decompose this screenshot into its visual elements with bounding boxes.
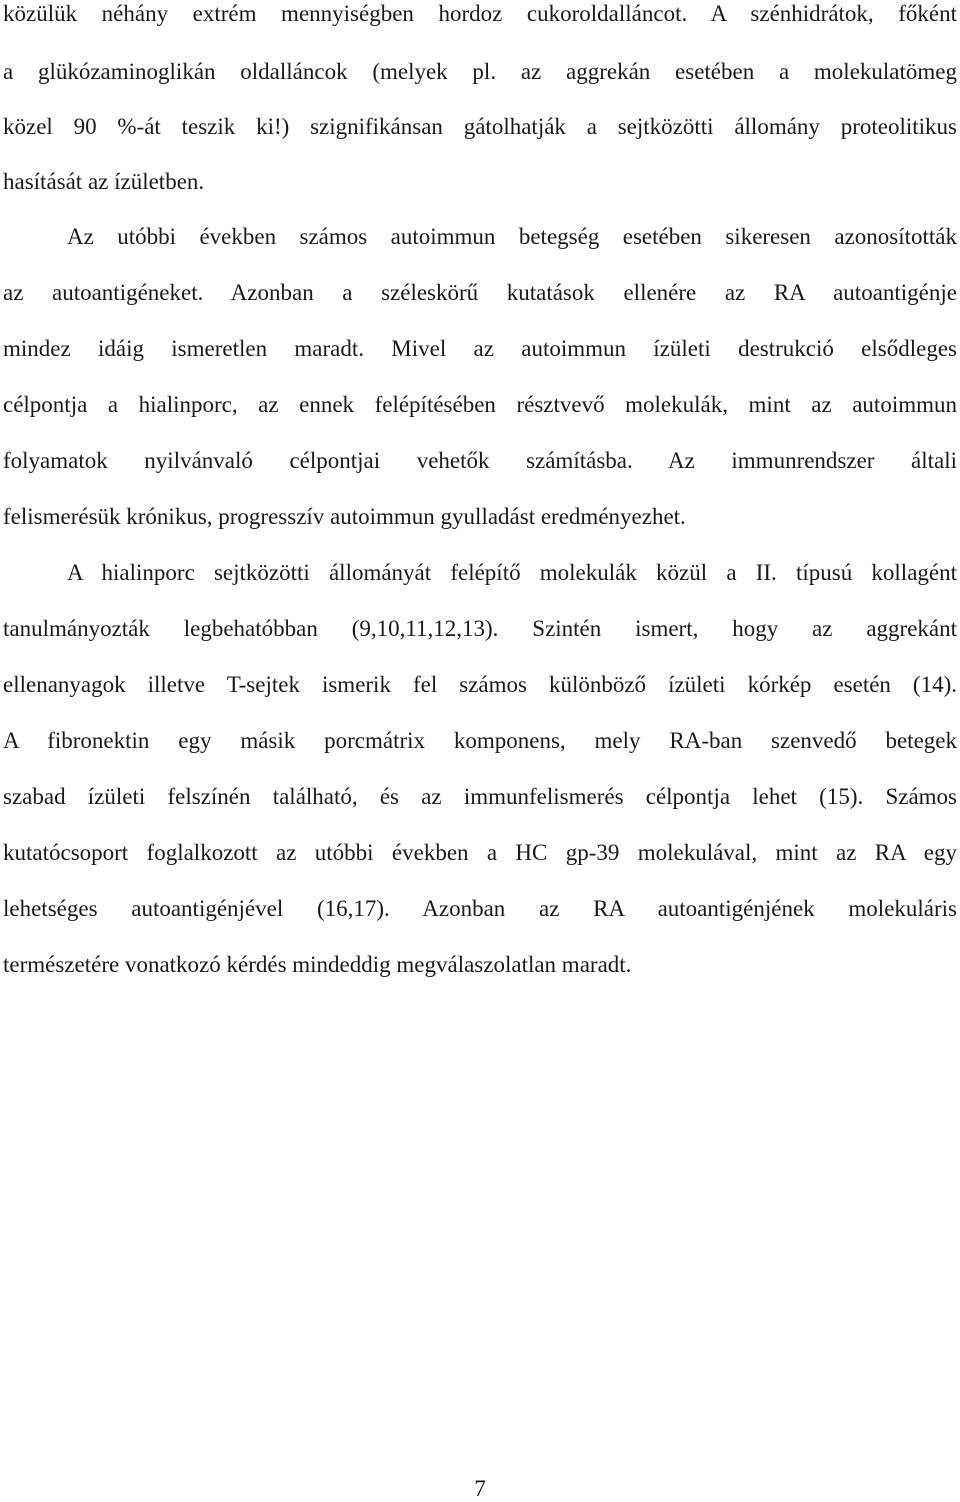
text-line: a glükózaminoglikán oldalláncok (melyek pl. az aggrekán esetében a molekulatömeg [3,59,957,84]
text-line: Az utóbbi években számos autoimmun betegség esetében sikeresen azonosították [67,224,957,249]
text-line: ellenanyagok illetve T-sejtek ismerik fel számos különböző ízületi kórkép esetén (14). [3,672,957,697]
text-line: mindez idáig ismeretlen maradt. Mivel az autoimmun ízületi destrukció elsődleges [3,336,957,361]
text-line: célpontja a hialinporc, az ennek felépítésében résztvevő molekulák, mint az autoimmun [3,392,957,417]
text-line: hasítását az ízületben. [3,169,205,194]
text-line: az autoantigéneket. Azonban a széleskörű kutatások ellenére az RA autoantigénje [3,280,957,305]
text-line: lehetséges autoantigénjével (16,17). Azonban az RA autoantigénjének molekuláris [3,896,957,921]
paragraph-autoantigens [3,223,957,559]
text-line: szabad ízületi felszínén található, és az immunfelismerés célpontja lehet (15). Számos [3,784,957,809]
text-line: felismerésük krónikus, progresszív autoimmun gyulladást eredményezhet. [3,504,686,529]
paragraph-continuation [3,0,957,223]
text-line: közel 90 %-át teszik ki!) szignifikánsan gátolhatják a sejtközötti állomány proteolitikus [3,114,957,139]
text-line: közülük néhány extrém mennyiségben hordoz cukoroldalláncot. A szénhidrátok, főként [3,1,957,26]
text-line: kutatócsoport foglalkozott az utóbbi években a HC gp-39 molekulával, mint az RA egy [3,840,957,865]
text-line: természetére vonatkozó kérdés mindeddig megválaszolatlan maradt. [3,952,632,977]
text-line: tanulmányozták legbehatóbban (9,10,11,12,13). Szintén ismert, hogy az aggrekánt [3,616,957,641]
body-text [3,0,957,1007]
paragraph-cartilage-molecules [3,559,957,1007]
text-line: A fibronektin egy másik porcmátrix komponens, mely RA-ban szenvedő betegek [3,728,957,753]
text-line: A hialinporc sejtközötti állományát felépítő molekulák közül a II. típusú kollagént [67,560,957,585]
text-line: folyamatok nyilvánvaló célpontjai vehetők számításba. Az immunrendszer általi [3,448,957,473]
page-number: 7 [474,1476,486,1501]
